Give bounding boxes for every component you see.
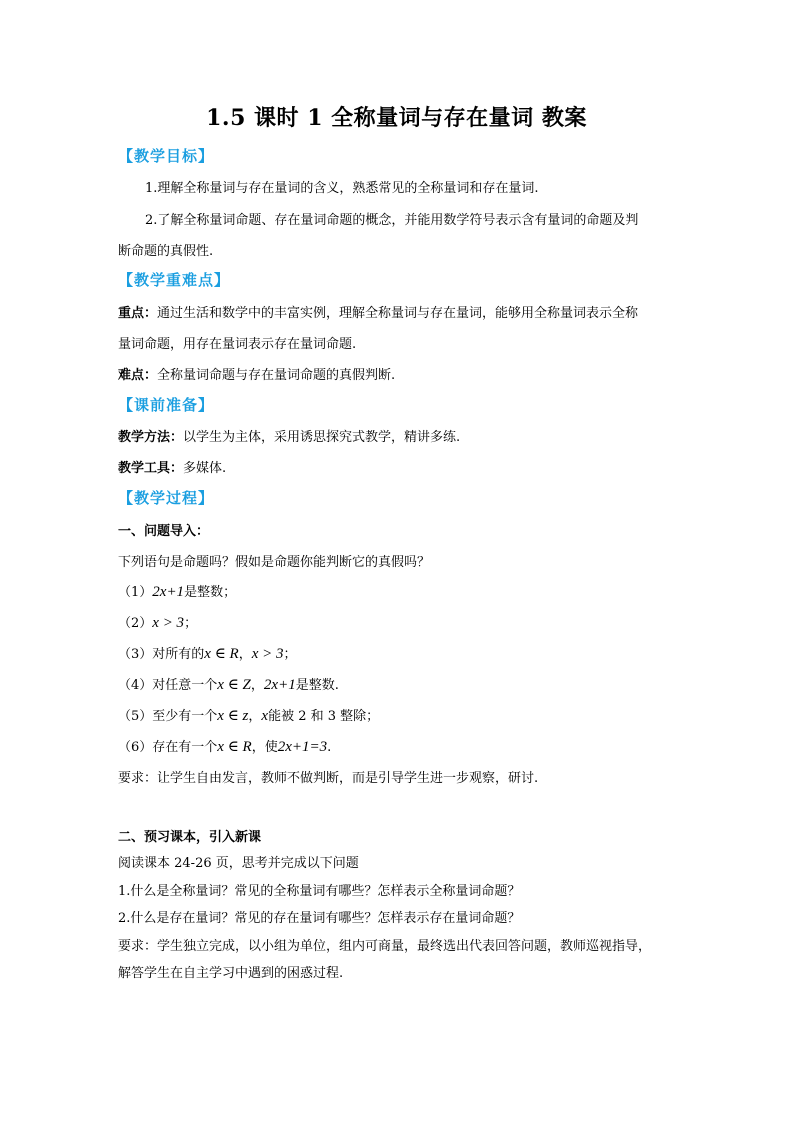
question-prefix: 至少有一个 xyxy=(152,709,218,724)
math-expression: x > 3 xyxy=(251,646,284,662)
focus-label: 重点： xyxy=(118,306,158,321)
focus-text-a: 通过生活和数学中的丰富实例，理解全称量词与存在量词，能够用全称量词表示全称 xyxy=(157,306,639,321)
goal-item-2a: 2.了解全称量词命题、存在量词命题的概念，并能用数学符号表示含有量词的命题及判 xyxy=(145,213,639,228)
tools-label: 教学工具： xyxy=(118,461,184,476)
question-text: 是整数； xyxy=(184,585,237,600)
question-separator: ， xyxy=(248,709,262,724)
question-text: 是整数. xyxy=(295,678,339,693)
math-expression: x ∈ R xyxy=(217,739,252,755)
requirement-1: 要求：让学生自由发言，教师不做判断，而是引导学生进一步观察，研讨. xyxy=(118,771,539,786)
question-number: （3） xyxy=(118,647,153,662)
section-heading-goals: 【教学目标】 xyxy=(118,147,215,165)
tools-line xyxy=(118,457,226,476)
question-prefix: 对所有的 xyxy=(152,647,205,662)
math-expression: 2x+1 xyxy=(152,584,185,600)
goal-item-1: 1.理解全称量词与存在量词的含义，熟悉常见的全称量词和存在量词. xyxy=(145,181,539,196)
question-1 xyxy=(118,581,236,601)
question-separator: ， xyxy=(238,647,252,662)
question-number: （5） xyxy=(118,709,153,724)
section-heading-prep: 【课前准备】 xyxy=(118,396,215,414)
question-text: 能被 2 和 3 整除； xyxy=(268,709,380,724)
question-2 xyxy=(118,612,197,632)
question-number: （6） xyxy=(118,740,153,755)
difficulty-text: 全称量词命题与存在量词命题的真假判断. xyxy=(157,368,396,383)
method-label: 教学方法： xyxy=(118,430,184,445)
difficulty-line xyxy=(118,364,395,383)
math-expression: x ∈ R xyxy=(204,646,239,662)
focus-line-2: 量词命题，用存在量词表示存在量词命题. xyxy=(118,337,357,352)
section-heading-process: 【教学过程】 xyxy=(118,489,215,507)
question-5 xyxy=(118,705,379,725)
question-separator: ，使 xyxy=(251,740,278,755)
tools-text: 多媒体. xyxy=(183,461,227,476)
question-text: ； xyxy=(283,647,297,662)
question-prefix: 对任意一个 xyxy=(152,678,218,693)
goal-item-2b: 断命题的真假性. xyxy=(118,244,214,259)
math-expression: x ∈ Z xyxy=(217,677,251,693)
question-text: . xyxy=(327,740,332,755)
question-separator: ， xyxy=(250,678,264,693)
question-text: ； xyxy=(184,616,198,631)
part1-title: 一、问题导入： xyxy=(118,524,210,539)
math-expression: 2x+1 xyxy=(263,677,296,693)
math-expression: x xyxy=(261,708,269,724)
section-heading-key-points: 【教学重难点】 xyxy=(118,271,231,289)
requirement-2b: 解答学生在自主学习中遇到的困惑过程. xyxy=(118,966,344,981)
math-expression: x ∈ z xyxy=(217,708,249,724)
question-6 xyxy=(118,736,331,756)
question-number: （1） xyxy=(118,585,153,600)
requirement-2a: 要求：学生独立完成，以小组为单位，组内可商量，最终选出代表回答问题，教师巡视指导， xyxy=(118,939,652,954)
question-prefix: 存在有一个 xyxy=(152,740,218,755)
intro-question: 下列语句是命题吗？假如是命题你能判断它的真假吗？ xyxy=(118,555,431,570)
page-title: 1.5 课时 1 全称量词与存在量词 教案 xyxy=(206,105,587,131)
method-line xyxy=(118,426,460,445)
reading-instruction: 阅读课本 24-26 页，思考并完成以下问题 xyxy=(118,856,359,871)
focus-line-1 xyxy=(118,302,638,321)
preview-question-1: 1.什么是全称量词？常见的全称量词有哪些？怎样表示全称量词命题？ xyxy=(118,884,521,899)
method-text: 以学生为主体，采用诱思探究式教学，精讲多练. xyxy=(183,430,461,445)
question-number: （2） xyxy=(118,616,153,631)
math-expression: 2x+1=3 xyxy=(277,739,328,755)
question-4 xyxy=(118,674,339,694)
math-expression: x > 3 xyxy=(152,615,185,631)
part2-title: 二、预习课本，引入新课 xyxy=(118,830,262,845)
difficulty-label: 难点： xyxy=(118,368,158,383)
preview-question-2: 2.什么是存在量词？常见的存在量词有哪些？怎样表示存在量词命题？ xyxy=(118,911,521,926)
question-number: （4） xyxy=(118,678,153,693)
question-3 xyxy=(118,643,297,663)
